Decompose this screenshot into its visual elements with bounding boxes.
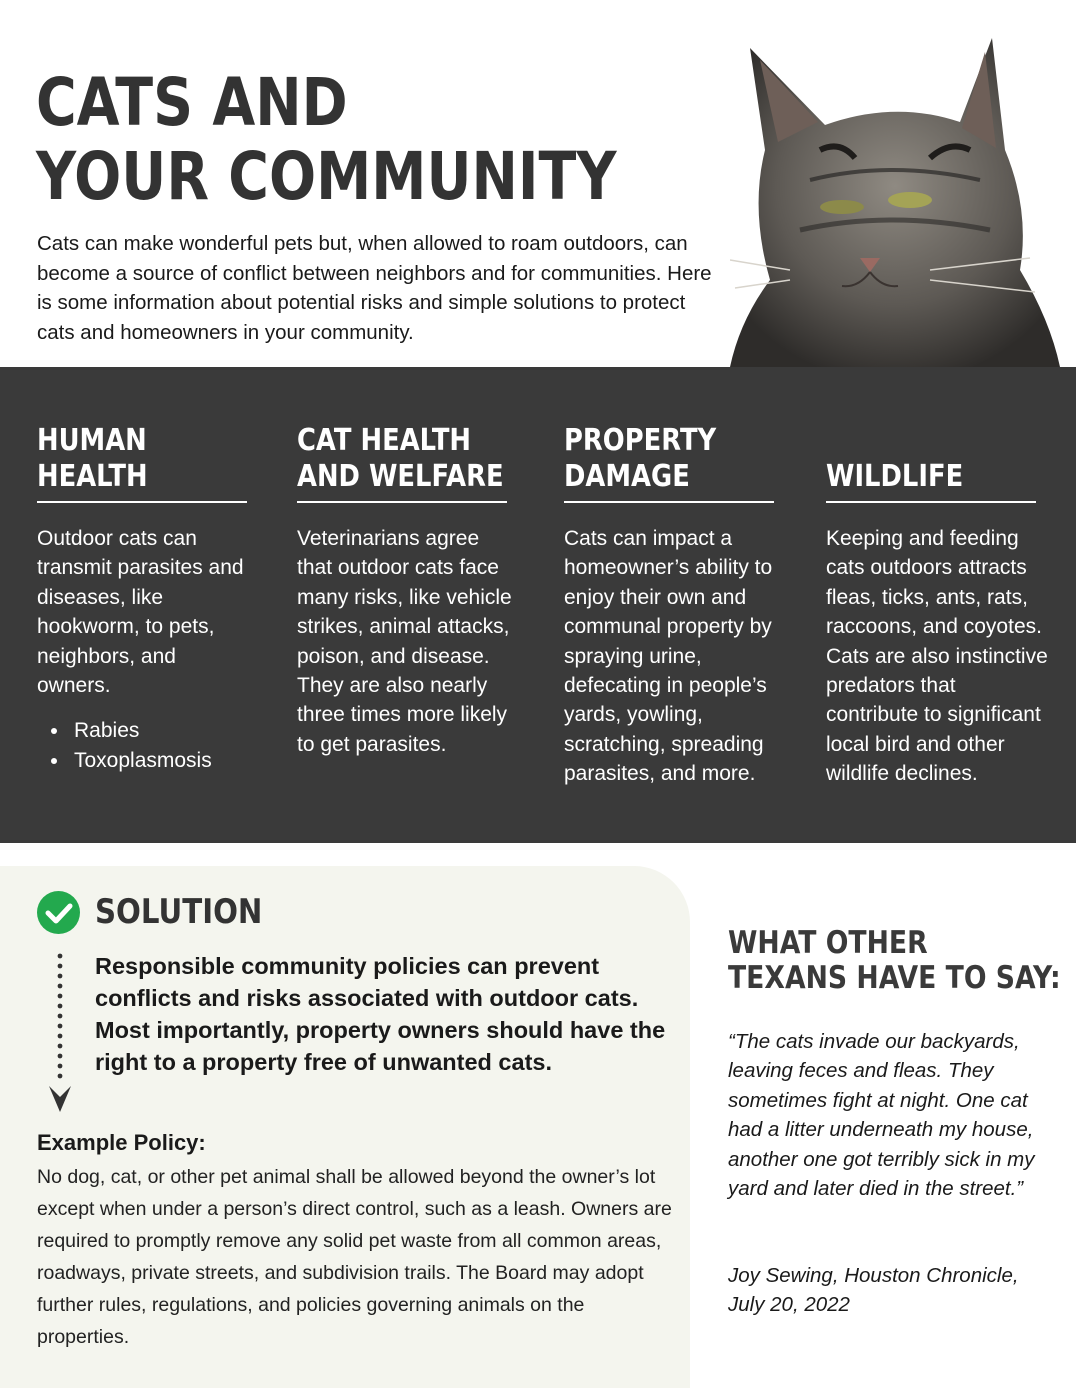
solution-title: SOLUTION <box>95 892 263 932</box>
column-body: Cats can impact a homeowner’s ability to enjoy their own and communal property by spraying urine, defecating in people’s yards, yowling, scratching, spreading parasites, and more. <box>564 527 773 786</box>
column-wildlife <box>826 417 1048 789</box>
testimonial-source: Joy Sewing, Houston Chronicle, July 20, 2022 <box>728 1264 1019 1317</box>
column-heading: WILDLIFE <box>826 459 964 494</box>
column-divider <box>564 501 774 503</box>
column-divider <box>297 501 507 503</box>
check-icon <box>37 891 80 934</box>
list-item: Toxoplasmosis <box>37 746 252 776</box>
column-heading: CAT HEALTH AND WELFARE <box>297 423 504 494</box>
dotted-arrow-icon <box>44 950 76 1115</box>
column-divider <box>37 501 247 503</box>
column-divider <box>826 501 1036 503</box>
column-body: Keeping and feeding cats outdoors attracts fleas, ticks, ants, rats, raccoons, and coyotes. Cats are also instinctive predators that contribute to significant local bird and other wildlife declines. <box>826 527 1048 786</box>
intro-paragraph: Cats can make wonderful pets but, when allowed to roam outdoors, can become a source of conflict between neighbors and for communities. Here is some information about potential risks and simple solutions to protect cats and homeowners in your community. <box>37 232 712 344</box>
column-heading: HUMAN HEALTH <box>37 423 148 494</box>
column-body: Outdoor cats can transmit parasites and diseases, like hookworm, to pets, neighbors, and owners. <box>37 527 244 698</box>
title-line-2: YOUR COMMUNITY <box>36 138 617 215</box>
policy-heading: Example Policy: <box>37 1130 206 1155</box>
list-item: Rabies <box>37 716 252 746</box>
risks-band <box>0 367 1076 843</box>
testimonial-quote: “The cats invade our backyards, leaving feces and fleas. They sometimes fight at night. One cat had a litter underneath my house, another one got terribly sick in my yard and later died in the street.” <box>728 1030 1035 1201</box>
column-body: Veterinarians agree that outdoor cats face many risks, like vehicle strikes, animal attacks, poison, and disease. They are also nearly three times more likely to get parasites. <box>297 527 512 756</box>
title-line-1: CATS AND <box>36 64 348 141</box>
column-heading: PROPERTY DAMAGE <box>564 423 717 494</box>
disease-list <box>37 716 252 776</box>
page-title <box>36 66 616 214</box>
testimonial-heading: WHAT OTHER TEXANS HAVE TO SAY: <box>728 925 1061 996</box>
solution-statement: Responsible community policies can prevent conflicts and risks associated with outdoor cats. Most importantly, property owners should have the right to a property free of unwanted cats. <box>95 953 666 1075</box>
policy-text: No dog, cat, or other pet animal shall be allowed beyond the owner’s lot except when under a person’s direct control, such as a leash. Owners are required to promptly remove any solid pet waste from all common areas, roadways, private streets, and subdivision trails. The Board may adopt further rules, regulations, and policies governing animals on the properties. <box>37 1166 672 1348</box>
header-section <box>0 0 1076 367</box>
cat-photo <box>730 30 1060 367</box>
column-cat-health <box>297 417 537 759</box>
column-human-health <box>37 417 252 776</box>
column-property-damage <box>564 417 789 789</box>
